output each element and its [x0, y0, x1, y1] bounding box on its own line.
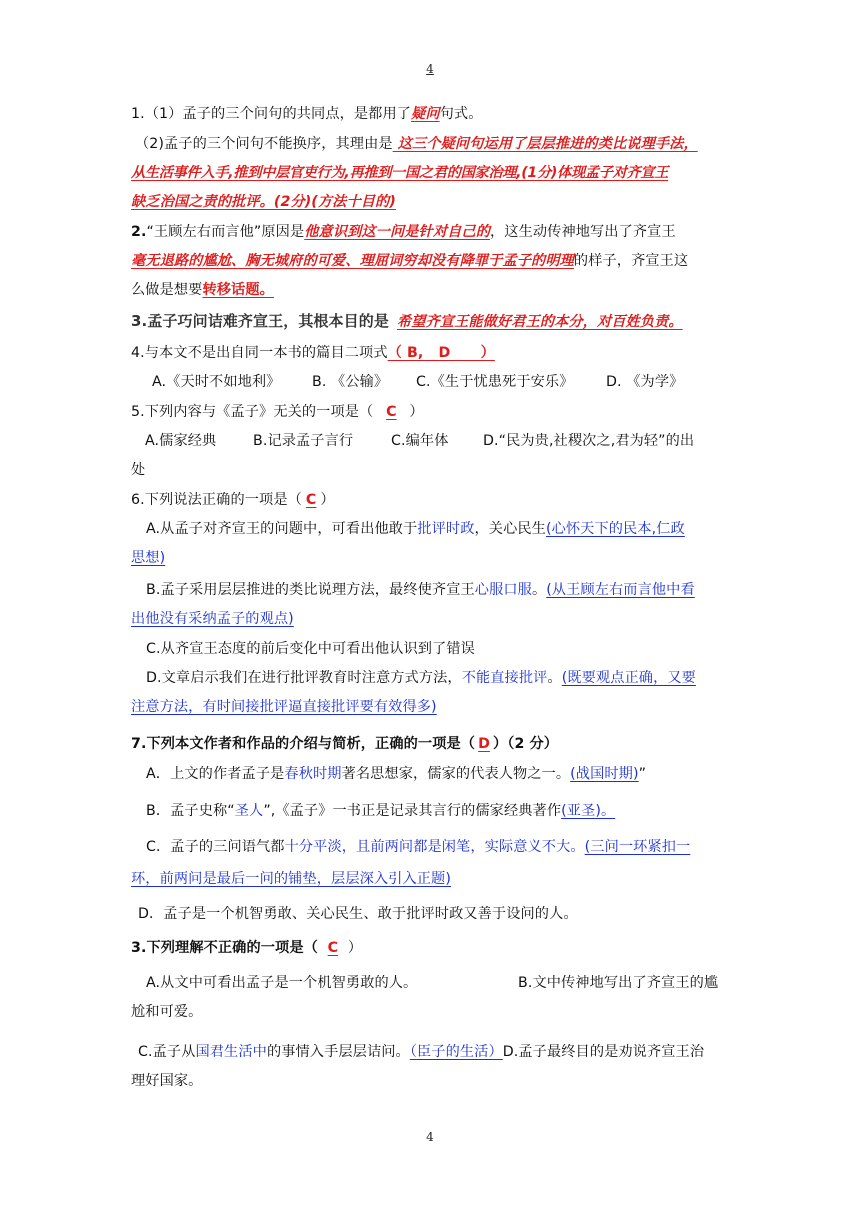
question-1-part-2: [135, 134, 735, 154]
q7-close: ）（2 分）: [492, 736, 559, 752]
q4-option-a: A.《天时不如地利》: [152, 374, 281, 390]
q6-option-b: [146, 580, 746, 600]
q6-a-text: A.从孟子对齐宣王的问题中，可看出他敢于: [146, 521, 418, 537]
q7-option-d: D．孟子是一个机智勇敢、关心民生、敢于批评时政又善于设问的人。: [138, 906, 578, 922]
q6-b-text-2: 。: [531, 582, 547, 598]
q3-stem: 3.孟子巧问诘难齐宣王，其根本目的是: [131, 312, 389, 330]
q6-a-note: (心怀天下的民本,仁政: [545, 521, 685, 537]
q7-b-highlight: 圣人: [234, 803, 264, 819]
q5-option-b: B.记录孟子言行: [253, 433, 354, 449]
q7-c-highlight: 十分平淡，且前两问都是闲笔，实际意义不大。: [284, 839, 585, 855]
q7-c-note: (三问一环紧扣一: [584, 839, 691, 855]
q5-option-d-cont: 处: [131, 462, 146, 478]
q6-option-a: [146, 519, 746, 539]
q7-stem: 7.下列本文作者和作品的介绍与简析，正确的一项是（: [131, 736, 476, 752]
q6-close: ）: [320, 492, 335, 508]
q4-option-c: C.《生于忧患死于安乐》: [416, 374, 574, 390]
q7-c-text: C．孟子的三问语气都: [146, 839, 285, 855]
q6-d-text-2: 。: [547, 670, 562, 686]
q6-b-note-cont: 出他没有采纳孟子的观点): [131, 611, 294, 627]
q6-b-note: (从王顾左右而言他中看: [546, 582, 695, 598]
q1-part2-answer-line-2: 从生活事件入手,推到中层官吏行为,再推到一国之君的国家治理,(1分)体现孟子对齐宣王: [131, 165, 669, 181]
q8-c-highlight: 国君生活中: [195, 1044, 267, 1060]
q6-answer: C: [305, 492, 317, 508]
q6-d-note-cont: 注意方法，有时间接批评逼直接批评要有效得多): [131, 699, 437, 715]
q8-option-d-cont: 理好国家。: [131, 1073, 203, 1089]
question-4: [131, 343, 731, 363]
q4-stem: 4.与本文不是出自同一本书的篇目二项式: [131, 345, 388, 361]
q8-option-a: A.从文中可看出孟子是一个机智勇敢的人。: [146, 975, 418, 991]
q4-option-d: D. 《为学》: [606, 374, 684, 390]
q7-a-text-2: 著名思想家，儒家的代表人物之一。: [341, 766, 571, 782]
q6-b-text: B.孟子采用层层推进的类比说理方法，最终使齐宣王: [146, 582, 475, 598]
question-2-line-1: [131, 222, 731, 242]
q8-answer: C: [327, 940, 339, 956]
q8-close: ）: [347, 940, 363, 956]
q6-d-text: D.文章启示我们在进行批评教育时注意方式方法，: [146, 670, 462, 686]
q7-c-note-cont: 环，前两问是最后一问的铺垫，层层深入引入正题): [131, 871, 451, 887]
q7-a-text: A．上文的作者孟子是: [146, 766, 285, 782]
q6-a-highlight: 批评时政: [417, 521, 475, 537]
q4-answer: （ B, D ）: [387, 345, 495, 361]
q7-option-c: [146, 837, 746, 857]
q6-d-highlight: 不能直接批评: [461, 670, 548, 686]
q5-stem: 5.下列内容与《孟子》无关的一项是（: [131, 404, 374, 420]
q6-option-c: C.从齐宣王态度的前后变化中可看出他认识到了错误: [146, 641, 475, 657]
question-2-line-2: [131, 251, 731, 271]
question-6: [131, 490, 731, 510]
q4-options: [152, 372, 752, 392]
q6-b-highlight: 心服口服: [474, 582, 532, 598]
q1-part2-stem: （2)孟子的三个问句不能换序，其理由是: [135, 136, 393, 152]
question-1-part-1: [131, 104, 731, 124]
q7-a-note: (战国时期): [570, 766, 639, 782]
q7-answer: D: [478, 736, 490, 752]
q5-close: ）: [409, 404, 424, 420]
q5-option-c: C.编年体: [391, 433, 449, 449]
question-2-line-3: [131, 280, 731, 300]
q2-answer-2: 毫无退路的尴尬、胸无城府的可爱、理屈词穷却没有降罪于孟子的明理: [131, 253, 574, 269]
q6-stem: 6.下列说法正确的一项是（: [131, 492, 302, 508]
q8-c-text-2: 的事情入手层层诘问。: [266, 1044, 410, 1060]
q2-text-3: 的样子，齐宣王这: [573, 253, 689, 269]
q6-a-text-2: ，关心民生: [474, 521, 546, 537]
q6-d-note: (既要观点正确，又要: [561, 670, 696, 686]
question-7: [131, 734, 731, 754]
q1-part2-answer-line-1: 这三个疑问句运用了层层推进的类比说理手法，: [392, 136, 698, 152]
q5-answer: C: [386, 404, 397, 420]
page-number-top: 4: [426, 62, 434, 76]
q5-option-d: D.“民为贵,社稷次之,君为轻”的出: [483, 433, 695, 449]
q7-option-b: [146, 801, 746, 821]
q4-option-b: B. 《公输》: [312, 374, 389, 390]
page-number-bottom: 4: [426, 1130, 434, 1144]
q6-a-note-cont: 思想): [131, 550, 166, 566]
q1-stem: 1.（1）孟子的三个问句的共同点，是都用了: [131, 106, 412, 122]
q7-b-text-2: ”,《孟子》一书正是记录其言行的儒家经典著作: [263, 803, 562, 819]
q2-answer-3: 转移话题。: [202, 282, 274, 298]
question-5: [131, 402, 731, 422]
q2-answer-1: 他意识到这一问是针对自己的: [304, 224, 490, 240]
q5-options: [145, 431, 745, 451]
q1-answer: 疑问: [411, 106, 440, 122]
q2-stem: “王顾左右而言他”原因是: [146, 224, 305, 240]
q7-a-highlight: 春秋时期: [284, 766, 342, 782]
q1-part2-answer-line-3: 缺乏治国之责的批评。(2分)(方法十目的): [131, 194, 396, 210]
q6-option-d: [146, 668, 746, 688]
q8-option-b-cont: 尬和可爱。: [131, 1004, 203, 1020]
q8-c-note: （臣子的生活）: [409, 1044, 503, 1060]
question-8: [131, 938, 731, 958]
q7-b-text: B．孟子史称“: [146, 803, 235, 819]
q8-stem: 3.下列理解不正确的一项是（: [131, 940, 318, 956]
question-3: [131, 311, 731, 332]
q5-option-a: A.儒家经典: [145, 433, 217, 449]
q2-number: 2.: [131, 224, 147, 240]
q7-option-a: [146, 764, 746, 784]
q1-suffix: 句式。: [439, 106, 483, 122]
q2-text-4: 么做是想要: [131, 282, 203, 298]
q8-option-b: B.文中传神地写出了齐宣王的尴: [518, 975, 719, 991]
q8-options-cd: [138, 1042, 738, 1062]
q2-text-2: ，这生动传神地写出了齐宣王: [490, 224, 676, 240]
q8-option-d: D.孟子最终目的是劝说齐宣王治: [502, 1044, 705, 1060]
q7-b-note: (亚圣)。: [561, 803, 616, 819]
q8-option-c: C.孟子从: [138, 1044, 196, 1060]
q8-options-ab: [146, 973, 746, 993]
q3-answer: 希望齐宣王能做好君王的本分，对百姓负责。: [396, 314, 683, 330]
q7-a-end: ”: [638, 766, 647, 782]
